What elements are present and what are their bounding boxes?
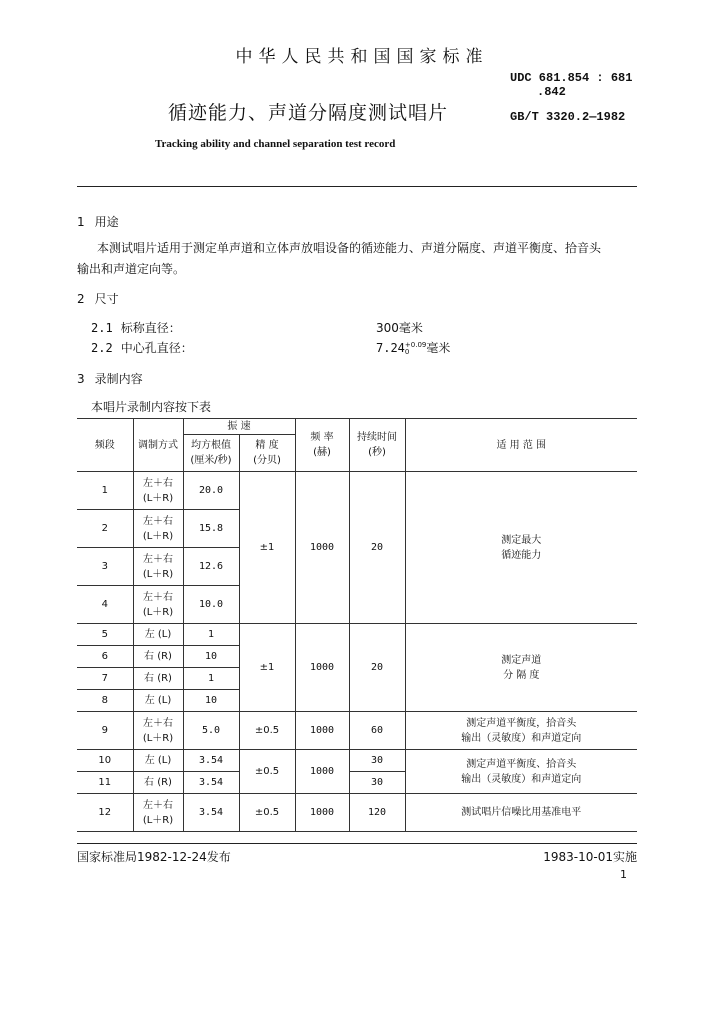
header-scope: 适 用 范 围 bbox=[405, 419, 637, 472]
document-title: 循迹能力、声道分隔度测试唱片 bbox=[168, 102, 449, 124]
table-row: 1 左＋右 (L＋R) 20.0 ±1 1000 20 测定最大 循迹能力 bbox=[77, 472, 637, 510]
recording-content-table bbox=[77, 418, 637, 832]
table-row: 7 右 (R) 1 bbox=[77, 668, 637, 690]
table-row: 10 左 (L) 3.54 ±0.5 1000 30 测定声道平衡度、拾音头 输出（灵敏度）和声道定向 bbox=[77, 750, 637, 772]
section-3-intro: 本唱片录制内容按下表 bbox=[91, 400, 212, 414]
table-row: 2 左＋右 (L＋R) 15.8 bbox=[77, 510, 637, 548]
section-1-heading: 1 用途 bbox=[77, 215, 119, 229]
effective-date: 1983-10-01实施 bbox=[543, 850, 637, 864]
section-2-2-value: 7.24 +0.09 0 毫米 bbox=[376, 340, 451, 356]
document-title-english: Tracking ability and channel separation test record bbox=[155, 138, 396, 150]
header-duration: 持续时间 (秒) bbox=[349, 419, 405, 472]
table-row: 4 左＋右 (L＋R) 10.0 bbox=[77, 586, 637, 624]
gb-standard-number: GB/T 3320.2—1982 bbox=[510, 110, 626, 124]
page-number: 1 bbox=[620, 868, 627, 881]
header-divider bbox=[77, 186, 637, 187]
issue-date: 国家标准局1982-12-24发布 bbox=[77, 850, 231, 864]
section-2-heading: 2 尺寸 bbox=[77, 292, 119, 306]
table-row: 6 右 (R) 10 bbox=[77, 646, 637, 668]
udc-code: UDC 681.854 : 681 bbox=[510, 71, 633, 85]
table-row: 3 左＋右 (L＋R) 12.6 bbox=[77, 548, 637, 586]
table-row: 12 左＋右 (L＋R) 3.54 ±0.5 1000 120 测试唱片信噪比用基准电平 bbox=[77, 794, 637, 832]
header-modulation: 调制方式 bbox=[133, 419, 183, 472]
table-row: 8 左 (L) 10 bbox=[77, 690, 637, 712]
header-rms: 均方根值 (厘米/秒) bbox=[183, 435, 239, 472]
section-1-text-line1: 本测试唱片适用于测定单声道和立体声放唱设备的循迹能力、声道分隔度、声道平衡度、拾音头 bbox=[97, 241, 602, 255]
section-2-1-value: 300毫米 bbox=[376, 321, 423, 335]
header-accuracy: 精 度 (分贝) bbox=[239, 435, 295, 472]
header-frequency: 频 率 (赫) bbox=[295, 419, 349, 472]
section-3-heading: 3 录制内容 bbox=[77, 372, 143, 386]
footer-divider bbox=[77, 843, 637, 844]
header-velocity: 振 速 bbox=[183, 419, 295, 435]
section-2-2: 2.2 中心孔直径： bbox=[91, 341, 193, 355]
table-row: 11 右 (R) 3.54 30 bbox=[77, 772, 637, 794]
section-2-1: 2.1 标称直径： bbox=[91, 321, 181, 335]
table-row: 5 左 (L) 1 ±1 1000 20 测定声道 分 隔 度 bbox=[77, 624, 637, 646]
table-row: 9 左＋右 (L＋R) 5.0 ±0.5 1000 60 测定声道平衡度，拾音头 输出（灵敏度）和声道定向 bbox=[77, 712, 637, 750]
header-band: 频段 bbox=[77, 419, 133, 472]
udc-code-continued: .842 bbox=[537, 85, 566, 99]
section-1-text-line2: 输出和声道定向等。 bbox=[77, 262, 186, 276]
national-standard-heading: 中华人民共和国国家标准 bbox=[235, 47, 489, 67]
